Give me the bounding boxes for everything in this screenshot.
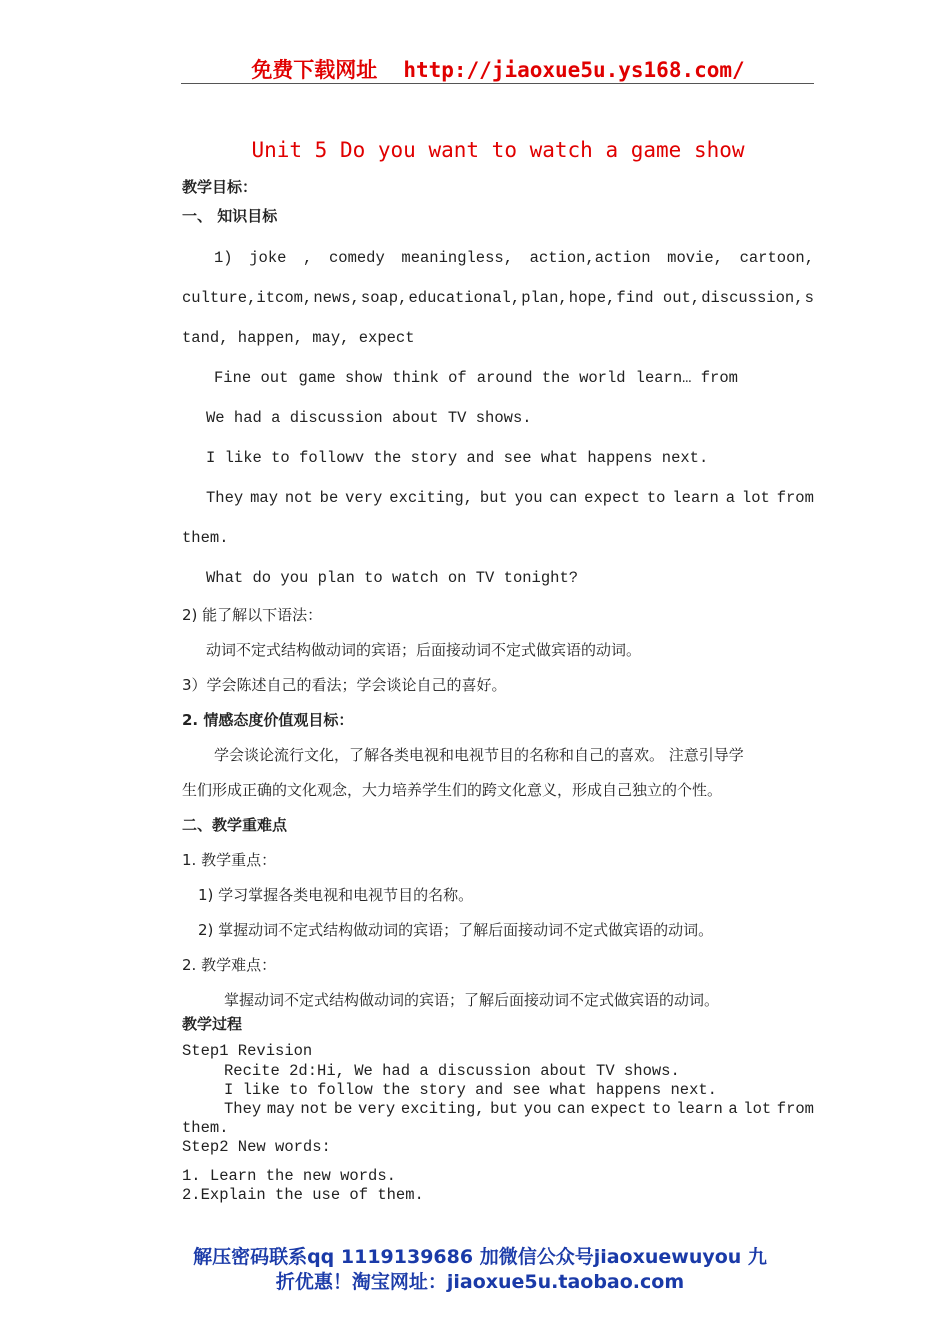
grammar-detail: 动词不定式结构做动词的宾语；后面接动词不定式做宾语的动词。 bbox=[206, 641, 642, 659]
header-rule bbox=[181, 83, 814, 84]
vocab-word: discussion, bbox=[701, 289, 804, 307]
word: expect bbox=[590, 1100, 647, 1118]
knowledge-objectives-heading: 一、 知识目标 bbox=[182, 207, 278, 225]
difficulty-label: 2. 教学难点： bbox=[182, 956, 277, 974]
sentence-3-words bbox=[206, 489, 814, 507]
emotion-objectives-heading: 2. 情感态度价值观目标： bbox=[182, 711, 354, 729]
process-heading: 教学过程 bbox=[182, 1015, 243, 1033]
word: not bbox=[284, 489, 313, 507]
sentence-1: We had a discussion about TV shows. bbox=[206, 409, 532, 427]
word: lot bbox=[741, 489, 770, 507]
recite-line-3 bbox=[224, 1100, 814, 1118]
recite-line-2: I like to follow the story and see what happens next. bbox=[224, 1081, 717, 1099]
phrases-list bbox=[214, 369, 738, 387]
word: a bbox=[725, 489, 736, 507]
word: can bbox=[557, 1100, 586, 1118]
phrase: think of bbox=[392, 369, 467, 387]
vocab-word: , bbox=[303, 249, 313, 267]
word: very bbox=[358, 1100, 396, 1118]
focus-item-1: 1) 学习掌握各类电视和电视节目的名称。 bbox=[198, 886, 474, 904]
word: learn bbox=[672, 489, 719, 507]
focus-label: 1. 教学重点： bbox=[182, 851, 277, 869]
vocab-line-1 bbox=[214, 249, 814, 267]
key-points-heading: 二、教学重难点 bbox=[182, 816, 288, 834]
emotion-text-1: 学会谈论流行文化，了解各类电视和电视节目的名称和自己的喜欢。 注意引导学 bbox=[214, 746, 744, 764]
word: be bbox=[333, 1100, 353, 1118]
sentence-3 bbox=[206, 489, 814, 507]
vocab-line-2 bbox=[182, 289, 814, 307]
word: exciting, bbox=[389, 489, 473, 507]
vocab-line-1-words bbox=[214, 249, 814, 267]
step1-heading: Step1 Revision bbox=[182, 1042, 313, 1060]
objectives-heading: 教学目标： bbox=[182, 178, 258, 196]
step2-heading: Step2 New words: bbox=[182, 1138, 331, 1156]
word: They bbox=[224, 1100, 262, 1118]
vocab-word: news, bbox=[313, 289, 360, 307]
vocab-word: find out, bbox=[616, 289, 701, 307]
recite-line-3-words bbox=[224, 1100, 814, 1118]
word: expect bbox=[584, 489, 640, 507]
vocab-word: comedy bbox=[328, 249, 385, 267]
word: not bbox=[300, 1100, 329, 1118]
grammar-item: 2) 能了解以下语法： bbox=[182, 606, 323, 624]
vocab-word: educational, bbox=[408, 289, 521, 307]
word: you bbox=[514, 489, 543, 507]
recite-line-1: Recite 2d:Hi, We had a discussion about TV shows. bbox=[224, 1062, 680, 1080]
vocab-word: hope, bbox=[568, 289, 616, 307]
footer-line-2: 折优惠！淘宝网址：jiaoxue5u.taobao.com bbox=[275, 1271, 685, 1293]
vocab-word: plan, bbox=[521, 289, 568, 307]
phrase: learn… from bbox=[635, 369, 738, 387]
sentence-3-end: them. bbox=[182, 529, 229, 547]
word: to bbox=[646, 489, 666, 507]
sentence-4: What do you plan to watch on TV tonight? bbox=[206, 569, 579, 587]
phrase: around the world bbox=[476, 369, 626, 387]
header-banner bbox=[182, 54, 814, 84]
recite-line-3-end: them. bbox=[182, 1119, 229, 1137]
vocab-word: action,action bbox=[529, 249, 651, 267]
vocab-num: 1) bbox=[214, 249, 233, 267]
emotion-text-2: 生们形成正确的文化观念，大力培养学生们的跨文化意义，形成自己独立的个性。 bbox=[182, 781, 723, 799]
difficulty-text: 掌握动词不定式结构做动词的宾语；了解后面接动词不定式做宾语的动词。 bbox=[224, 991, 720, 1009]
word: learn bbox=[676, 1100, 723, 1118]
expression-item: 3）学会陈述自己的看法；学会谈论自己的喜好。 bbox=[182, 676, 507, 694]
word: lot bbox=[743, 1100, 772, 1118]
vocab-word: movie, bbox=[667, 249, 723, 267]
task-1: 1. Learn the new words. bbox=[182, 1167, 396, 1185]
word: very bbox=[345, 489, 383, 507]
word: you bbox=[523, 1100, 552, 1118]
word: from bbox=[776, 489, 814, 507]
vocab-word: joke bbox=[249, 249, 287, 267]
header-label: 免费下载网址 bbox=[251, 58, 378, 82]
word: be bbox=[319, 489, 339, 507]
header-url[interactable]: http://jiaoxue5u.ys168.com/ bbox=[403, 58, 745, 82]
word: can bbox=[549, 489, 578, 507]
word: a bbox=[728, 1100, 738, 1118]
phrases-line bbox=[214, 369, 738, 387]
phrase: Fine out bbox=[214, 369, 289, 387]
word: may bbox=[250, 489, 278, 507]
word: from bbox=[776, 1100, 814, 1118]
word: may bbox=[266, 1100, 295, 1118]
vocab-word: cartoon, bbox=[739, 249, 814, 267]
vocab-word: culture,itcom, bbox=[182, 289, 313, 307]
phrase: game show bbox=[298, 369, 383, 387]
word: exciting, bbox=[400, 1100, 485, 1118]
footer-line-1: 解压密码联系qq 1119139686 加微信公众号jiaoxuewuyou 九 bbox=[193, 1246, 767, 1268]
word: to bbox=[652, 1100, 671, 1118]
vocab-word: s bbox=[804, 289, 814, 307]
document-title: Unit 5 Do you want to watch a game show bbox=[251, 138, 745, 162]
vocab-line-2-words bbox=[182, 289, 814, 307]
word: but bbox=[479, 489, 508, 507]
vocab-line-3: tand, happen, may, expect bbox=[182, 329, 415, 347]
word: but bbox=[490, 1100, 519, 1118]
focus-item-2: 2) 掌握动词不定式结构做动词的宾语；了解后面接动词不定式做宾语的动词。 bbox=[198, 921, 714, 939]
sentence-2: I like to followv the story and see what happens next. bbox=[206, 449, 709, 467]
task-2: 2.Explain the use of them. bbox=[182, 1186, 424, 1204]
vocab-word: soap, bbox=[360, 289, 408, 307]
word: They bbox=[206, 489, 244, 507]
vocab-word: meaningless, bbox=[401, 249, 514, 267]
